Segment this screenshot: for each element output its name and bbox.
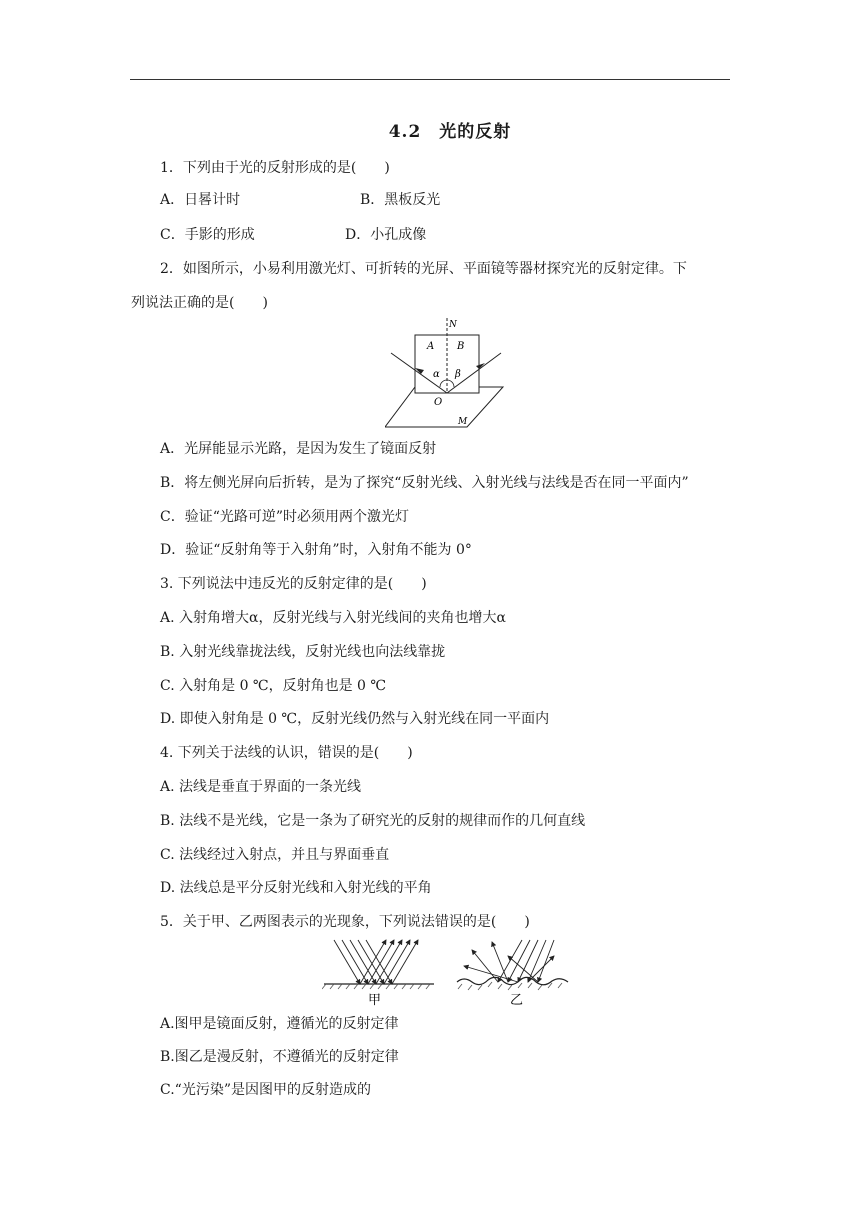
question-5-option-c: C.“光污染”是因图甲的反射造成的 [160, 1082, 371, 1098]
label-a: A [427, 341, 435, 352]
question-1-option-c: C．手影的形成 [160, 227, 255, 243]
question-4-stem: 4. 下列关于法线的认识，错误的是( ) [160, 745, 413, 761]
question-1-option-b: B．黑板反光 [360, 192, 441, 208]
question-4-option-c: C. 法线经过入射点，并且与界面垂直 [160, 847, 390, 863]
question-4-option-b: B. 法线不是光线，它是一条为了研究光的反射的规律而作的几何直线 [160, 813, 586, 829]
question-2-stem-line-2: 列说法正确的是( ) [131, 295, 268, 311]
diffuse-reflection-diagram [457, 940, 568, 1008]
question-4-option-d: D. 法线总是平分反射光线和入射光线的平角 [160, 880, 432, 896]
question-2-option-b: B．将左侧光屏向后折转，是为了探究“反射光线、入射光线与法线是否在同一平面内” [160, 475, 689, 491]
question-5-option-b: B.图乙是漫反射，不遵循光的反射定律 [160, 1049, 399, 1065]
question-5-stem: 5．关于甲、乙两图表示的光现象，下列说法错误的是( ) [160, 914, 530, 930]
question-3-stem: 3. 下列说法中违反光的反射定律的是( ) [160, 576, 427, 592]
question-1-stem: 1．下列由于光的反射形成的是( ) [160, 160, 390, 176]
page-title: 4.2 光的反射 [388, 122, 512, 142]
question-3-option-a: A. 入射角增大α，反射光线与入射光线间的夹角也增大α [160, 610, 506, 626]
question-2-option-c: C．验证“光路可逆”时必须用两个激光灯 [160, 509, 410, 525]
specular-reflection-diagram [322, 940, 434, 1008]
label-m: M [458, 417, 468, 427]
label-beta: β [455, 369, 461, 380]
figure-label-jia: 甲 [368, 993, 382, 1008]
question-2-option-a: A．光屏能显示光路，是因为发生了镜面反射 [160, 441, 437, 457]
question-2-stem-line-1: 2．如图所示，小易利用激光灯、可折转的光屏、平面镜等器材探究光的反射定律。下 [160, 261, 687, 277]
reflection-experiment-figure [385, 315, 505, 431]
label-n: N [449, 320, 457, 330]
question-2-option-d: D．验证“反射角等于入射角”时，入射角不能为 0° [160, 542, 472, 558]
question-3-option-b: B. 入射光线靠拢法线，反射光线也向法线靠拢 [160, 644, 446, 660]
question-4-option-a: A. 法线是垂直于界面的一条光线 [160, 779, 362, 795]
question-1-option-d: D．小孔成像 [345, 227, 427, 243]
question-3-option-c: C. 入射角是 0 ℃，反射角也是 0 ℃ [160, 678, 387, 694]
header-rule [130, 79, 730, 80]
question-5-option-a: A.图甲是镜面反射，遵循光的反射定律 [160, 1016, 399, 1032]
label-b: B [457, 341, 465, 352]
question-3-option-d: D. 即使入射角是 0 ℃，反射光线仍然与入射光线在同一平面内 [160, 711, 550, 727]
figure-label-yi: 乙 [510, 993, 524, 1008]
specular-diffuse-figure [322, 936, 572, 1008]
label-alpha: α [433, 369, 440, 380]
question-1-option-a: A．日晷计时 [160, 192, 241, 208]
label-o: O [434, 397, 443, 408]
